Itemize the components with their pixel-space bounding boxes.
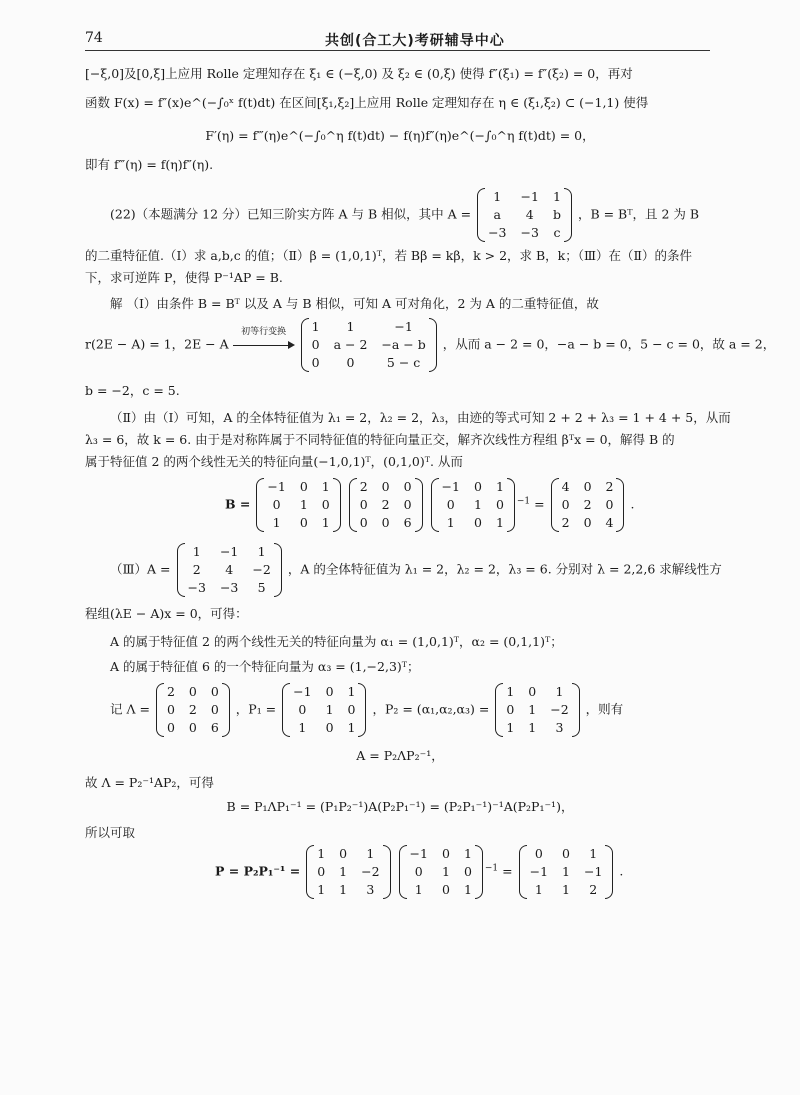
formula-P: P = P₂P₁⁻¹ = 1 0 1 0 1 −2 1 1 3 −1 0 1 0 1 0 1 0 1 $^{-1}$ = 0 0 1 −1 1 −1 1 1 2 . <box>215 846 624 897</box>
matrix-entry: 0 <box>272 497 281 512</box>
row-reduction-arrow <box>233 327 295 352</box>
matrix-entry: 5 <box>257 580 266 595</box>
matrix-entry: −1 <box>441 479 460 494</box>
matrix-entry: 2 <box>561 515 570 530</box>
matrix-entry: 0 <box>534 846 543 861</box>
matrix-entry: b <box>552 207 561 222</box>
matrix-entry: 1 <box>552 189 561 204</box>
matrix-entry: 1 <box>589 846 598 861</box>
text-line: [−ξ,0]及[0,ξ]上应用 Rolle 定理知存在 ξ₁ ∈ (−ξ,0) 及 ξ₂ ∈ (0,ξ) 使得 f″(ξ₁) = f″(ξ₂) = 0，再对 <box>85 66 633 81</box>
matrix-entry: −1 <box>293 684 312 699</box>
text-line: 即有 f‴(η) = f(η)f″(η). <box>85 157 214 172</box>
matrix-entry: 0 <box>463 864 472 879</box>
matrix-B2 <box>349 478 423 532</box>
matrix-entry: 1 <box>325 702 334 717</box>
matrix-P1 <box>282 683 366 737</box>
matrix-entry: 0 <box>506 702 515 717</box>
formula-line: B = P₁ΛP₁⁻¹ = (P₁P₂⁻¹)A(P₂P₁⁻¹) = (P₂P₁⁻¹)⁻¹A(P₂P₁⁻¹)， <box>226 799 574 814</box>
matrix-entry: 3 <box>366 882 375 897</box>
formula-text: （Ⅲ）A = <box>110 561 171 577</box>
matrix-A-substituted <box>177 543 282 597</box>
matrix-entry: 1 <box>463 882 472 897</box>
matrix-entry: 0 <box>381 515 390 530</box>
matrix-entry: −1 <box>529 864 549 879</box>
formula-line <box>110 543 722 597</box>
text-line: 的二重特征值.（Ⅰ）求 a,b,c 的值；（Ⅱ）β = (1,0,1)ᵀ，若 Bβ = kβ，k > 2，求 B，k；（Ⅲ）在（Ⅱ）的条件 <box>85 248 693 263</box>
matrix-entry: 0 <box>359 497 368 512</box>
matrix-entry: 1 <box>528 702 537 717</box>
matrix-entry: −2 <box>550 702 569 717</box>
matrix-entry: −3 <box>187 580 206 595</box>
formula-line: A = P₂ΛP₂⁻¹， <box>356 748 444 763</box>
matrix-entry: 0 <box>210 702 219 717</box>
problem-text: (22)（本题满分 12 分）已知三阶实方阵 A 与 B 相似，其中 A = <box>110 206 472 222</box>
matrix-entry: 0 <box>583 479 592 494</box>
text-line: A 的属于特征值 6 的一个特征向量为 α₃ = (1,−2,3)ᵀ； <box>110 659 420 674</box>
matrix-entry: 1 <box>299 497 308 512</box>
matrix-entry: 1 <box>192 544 201 559</box>
arrow-label: 初等行变换 <box>241 327 287 337</box>
matrix-entry: 0 <box>347 702 356 717</box>
formula-end: . <box>630 496 635 512</box>
matrix-entry: 6 <box>210 720 219 735</box>
matrix-entry: 1 <box>446 515 455 530</box>
page-number: 74 <box>85 30 103 46</box>
problem-statement-line <box>110 188 699 242</box>
matrix-entry: 6 <box>403 515 412 530</box>
formula-B: B = −1 0 1 0 1 0 1 0 1 2 0 0 0 2 0 0 0 6 −1 0 1 0 1 0 1 0 1 $^{-1}$ = 4 0 2 0 2 0 2 0 4 . <box>225 479 635 530</box>
matrix-entry: 0 <box>339 846 348 861</box>
matrix-entry: −2 <box>361 864 380 879</box>
matrix-entry: −1 <box>394 319 413 334</box>
formula-text: ，从而 a − 2 = 0，−a − b = 0，5 − c = 0，故 a = 2， <box>442 336 776 352</box>
matrix-entry: −1 <box>520 189 539 204</box>
matrix-entry: 2 <box>359 479 368 494</box>
matrix-entry: 1 <box>311 319 320 334</box>
matrix-entry: 0 <box>381 479 390 494</box>
text-line: λ₃ = 6，故 k = 6. 由于是对称阵属于不同特征值的特征向量正交，解齐次线性方程组 βᵀx = 0，解得 B 的 <box>85 432 675 447</box>
matrix-entry: 0 <box>166 702 175 717</box>
matrix-entry: 1 <box>463 846 472 861</box>
matrix-entry: 0 <box>561 497 570 512</box>
matrix-Pa <box>306 845 390 899</box>
matrix-entry: −2 <box>252 562 271 577</box>
formula-line <box>85 318 775 372</box>
formula-label: B = <box>225 496 251 512</box>
matrix-entry: 5 − c <box>386 355 421 370</box>
matrix-entry: 0 <box>311 355 320 370</box>
matrix-entry: 1 <box>317 846 326 861</box>
matrix-entry: 1 <box>317 882 326 897</box>
matrix-entry: 0 <box>403 479 412 494</box>
formula-text: r(2E − A) = 1，2E − A <box>85 336 229 352</box>
matrix-entry: 1 <box>347 720 356 735</box>
matrix-entry: 0 <box>299 515 308 530</box>
formula-end: . <box>619 863 624 879</box>
page-header <box>85 30 710 51</box>
text-line: b = −2，c = 5. <box>85 383 180 398</box>
matrix-entry: 2 <box>192 562 201 577</box>
matrix-Pb <box>399 845 483 899</box>
matrix-entry: 0 <box>605 497 614 512</box>
matrix-entry: 1 <box>555 684 564 699</box>
matrix-entry: 0 <box>473 515 482 530</box>
matrix-entry: 1 <box>495 479 504 494</box>
matrix-entry: −1 <box>219 544 239 559</box>
matrix-entry: −3 <box>520 225 539 240</box>
matrix-A <box>477 188 572 242</box>
matrix-entry: 0 <box>473 479 482 494</box>
formula-text: ，则有 <box>585 701 624 717</box>
matrix-Lambda <box>156 683 230 737</box>
matrix-entry: −1 <box>584 864 603 879</box>
text-line: 所以可取 <box>85 825 136 840</box>
matrix-P2 <box>495 683 579 737</box>
matrix-entry: a <box>493 207 501 222</box>
text-line: A 的属于特征值 2 的两个线性无关的特征向量为 α₁ = (1,0,1)ᵀ，α₂ = (0,1,1)ᵀ； <box>110 634 563 649</box>
text-line: 属于特征值 2 的两个线性无关的特征向量(−1,0,1)ᵀ，(0,1,0)ᵀ. 从而 <box>85 454 463 469</box>
formula-line <box>110 683 623 737</box>
matrix-entry: 0 <box>166 720 175 735</box>
matrix-entry: 0 <box>325 720 334 735</box>
matrix-B4 <box>551 478 625 532</box>
matrix-entry: 0 <box>583 515 592 530</box>
matrix-entry: 0 <box>359 515 368 530</box>
matrix-entry: a − 2 <box>333 337 368 352</box>
matrix-entry: 4 <box>605 515 614 530</box>
matrix-entry: 1 <box>562 864 570 879</box>
matrix-entry: 1 <box>562 882 570 897</box>
matrix-entry: 1 <box>473 497 482 512</box>
solution-heading: 解 （Ⅰ）由条件 B = Bᵀ 以及 A 与 B 相似，可知 A 可对角化，2 为 A 的二重特征值，故 <box>110 296 599 311</box>
matrix-rref <box>301 318 437 372</box>
matrix-entry: 0 <box>299 479 308 494</box>
formula-text: 记 Λ = <box>110 701 150 717</box>
matrix-entry: −3 <box>488 225 507 240</box>
matrix-entry: 1 <box>339 882 348 897</box>
matrix-entry: 0 <box>528 684 537 699</box>
matrix-entry: 4 <box>561 479 570 494</box>
formula-label: P = P₂P₁⁻¹ = <box>215 863 301 879</box>
matrix-entry: 2 <box>605 479 614 494</box>
matrix-entry: 1 <box>346 319 355 334</box>
matrix-entry: −1 <box>267 479 286 494</box>
text-line: 程组(λE − A)x = 0，可得： <box>85 606 248 621</box>
matrix-entry: 1 <box>272 515 281 530</box>
matrix-entry: 2 <box>583 497 592 512</box>
matrix-entry: 1 <box>339 864 348 879</box>
matrix-entry: 1 <box>298 720 307 735</box>
text-line: 函数 F(x) = f″(x)e^(−∫₀ˣ f(t)dt) 在区间[ξ₁,ξ₂]上应用 Rolle 定理知存在 η ∈ (ξ₁,ξ₂) ⊂ (−1,1) 使得 <box>85 95 649 110</box>
matrix-entry: 1 <box>321 479 330 494</box>
matrix-entry: 0 <box>441 882 450 897</box>
matrix-entry: 2 <box>381 497 390 512</box>
matrix-B1 <box>256 478 340 532</box>
matrix-entry: 1 <box>506 720 515 735</box>
matrix-entry: 4 <box>525 207 534 222</box>
matrix-entry: −1 <box>409 846 428 861</box>
text-line: 下，求可逆阵 P，使得 P⁻¹AP = B. <box>85 270 283 285</box>
text-line: 故 Λ = P₂⁻¹AP₂，可得 <box>85 775 214 790</box>
formula-text: ，P₂ = (α₁,α₂,α₃) = <box>372 701 490 717</box>
matrix-entry: 1 <box>534 882 543 897</box>
formula-text: ，P₁ = <box>235 701 277 717</box>
formula-text: ，A 的全体特征值为 λ₁ = 2，λ₂ = 2，λ₃ = 6. 分别对 λ = 2,2,6 求解线性方 <box>287 561 722 577</box>
matrix-entry: 0 <box>321 497 330 512</box>
matrix-entry: 1 <box>506 684 515 699</box>
inverse-exponent: −1 <box>516 496 531 507</box>
matrix-entry: 1 <box>347 684 356 699</box>
matrix-entry: 1 <box>441 864 450 879</box>
matrix-entry: 0 <box>414 864 423 879</box>
matrix-entry: 2 <box>188 702 197 717</box>
matrix-entry: 1 <box>528 720 537 735</box>
matrix-entry: 1 <box>366 846 375 861</box>
matrix-entry: −3 <box>219 580 239 595</box>
matrix-entry: 3 <box>555 720 564 735</box>
matrix-entry: 0 <box>441 846 450 861</box>
matrix-entry: 0 <box>210 684 219 699</box>
matrix-entry: 0 <box>298 702 307 717</box>
matrix-entry: 1 <box>493 189 502 204</box>
matrix-entry: 0 <box>403 497 412 512</box>
matrix-entry: 0 <box>346 355 355 370</box>
matrix-entry: 0 <box>325 684 334 699</box>
matrix-entry: 2 <box>166 684 175 699</box>
matrix-entry: 0 <box>495 497 504 512</box>
matrix-entry: 0 <box>317 864 326 879</box>
matrix-entry: 1 <box>495 515 504 530</box>
matrix-entry: 0 <box>446 497 455 512</box>
matrix-entry: 2 <box>589 882 598 897</box>
problem-text: ，B = Bᵀ，且 2 为 B <box>577 206 700 222</box>
matrix-entry: 0 <box>188 684 197 699</box>
matrix-entry: 1 <box>414 882 423 897</box>
matrix-entry: 4 <box>225 562 234 577</box>
inverse-exponent: −1 <box>484 863 499 874</box>
formula-line: F′(η) = f‴(η)e^(−∫₀^η f(t)dt) − f(η)f″(η)e^(−∫₀^η f(t)dt) = 0， <box>205 128 595 143</box>
matrix-entry: 0 <box>188 720 197 735</box>
matrix-Pc <box>519 845 614 899</box>
header-title: 共创(合工大)考研辅导中心 <box>325 33 505 49</box>
matrix-entry: 1 <box>257 544 266 559</box>
matrix-B3 <box>431 478 515 532</box>
matrix-entry: −a − b <box>381 337 426 352</box>
matrix-entry: 1 <box>321 515 330 530</box>
text-line: （Ⅱ）由（Ⅰ）可知，A 的全体特征值为 λ₁ = 2，λ₂ = 2，λ₃，由迹的等式可知 2 + 2 + λ₃ = 1 + 4 + 5，从而 <box>110 410 731 425</box>
matrix-entry: c <box>553 225 561 240</box>
matrix-entry: 0 <box>562 846 570 861</box>
matrix-entry: 0 <box>311 337 320 352</box>
